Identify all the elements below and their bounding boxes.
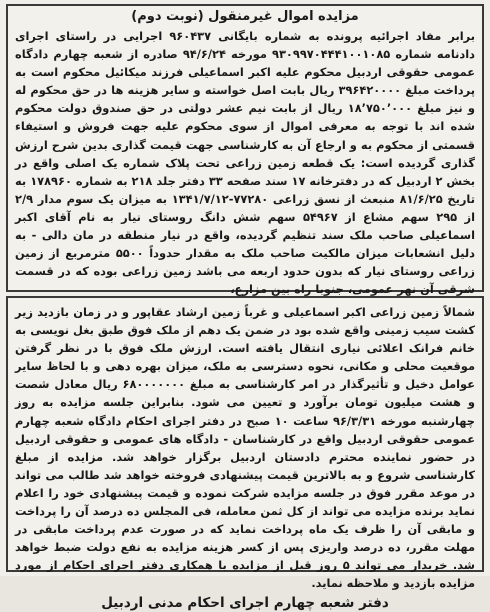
notice-body-part-2: شمالاً زمین زراعی اکبر اسماعیلی و غرباً زمین ارشاد عقاپور و در زمان بازدید زیر کشت سیب زمینی واقع شده بود در ضمن یک دهم از ملک فوق طبق بغل نویسی به خانم فرانک اعلائی نیاری انتقال یافته است. ارزش ملک فوق با در نظر گرفتن موقعیت محلی و مکانی، نحوه دسترسی به ملک، میزان بهره دهی و با لحاظ سایر عوامل دخیل و تأثیرگذار در امر کارشناسی به مبلغ ۶۸۰۰۰۰۰۰۰ ریال معادل شصت و هشت میلیون تومان برآورد و تعیین می شود. بنابراین جلسه مزایده به روز چهارشنبه مورخه ۹۶/۳/۳۱ ساعت ۱۰ صبح در دفتر اجرای احکام دادگاه شعبه چهارم عمومی حقوقی اردبیل واقع در کارشناسان - دادگاه های عمومی و حقوقی اردبیل در حضور نماینده محترم دادستان اردبیل برگزار خواهد شد. مزایده از مبلغ کارشناسی شروع و به بالاترین قیمت پیشنهادی فروخته خواهد شد طالب می تواند در موعد مقرر فوق در جلسه مزایده شرکت نموده و قیمت پیشنهادی خود را اعلام نماید برنده مزایده می تواند از کل ثمن معامله، فی المجلس ده درصد آن را پرداخت و مابقی آن را ظرف یک ماه پرداخت نماید که در صورت عدم پرداخت مابقی در مهلت مقرر، ده درصد واریزی پس از کسر هزینه مزایده به نفع دولت ضبط خواهد شد. خریدار می تواند ۵ روز قبل از مزایده با همکاری دفتر اجرای احکام از مورد مزایده بازدید و ملاحظه نماید. (15, 305, 476, 591)
auction-notice-part-2 (6, 296, 484, 611)
auction-notice-part-1 (6, 4, 484, 297)
notice-body-part-1: برابر مفاد اجرائیه پرونده به شماره بایگانی ۹۶۰۴۳۷ اجرایی در راستای اجرای دادنامه شماره ۹۳۰۹۹۷۰۴۴۴۱۰۰۱۰۸۵ مورخه ۹۴/۶/۲۴ صادره از شعبه چهارم دادگاه عمومی حقوقی اردبیل محکوم علیه اکبر اسماعیلی فرزند میکائیل محکوم است به پرداخت مبلغ ۳۹۶۴۲۰۰۰۰ ریال بابت اصل خواسته و سایر هزینه ها در حق محکوم له و نیز مبلغ ۱۸٬۷۵۰٬۰۰۰ ریال از بابت نیم عشر دولتی در حق صندوق دولت محکوم شده اند با توجه به معرفی اموال از سوی محکوم علیه جهت فروش و استیفاء قسمتی از محکوم به و ارجاع آن به کارشناسی جهت قیمت گذاری بدین شرح ارزش گذاری گردیده است: یک قطعه زمین زراعی تحت پلاک شماره یک اصلی واقع در بخش ۲ اردبیل که در دفترخانه ۱۷ سند صفحه ۳۳ دفتر جلد ۲۱۸ به شماره ۱۷۸۹۶۰ به تاریخ ۸۱/۶/۲۵ منبعث از نسق زراعی ۷۷۲۸۰-۱۳۴۱/۷/۱۲ به میزان یک سوم مدار ۲/۹ از ۲۹۵ سهم مشاع از ۵۴۹۶۷ سهم شش دانگ روستای نیار به نام آقای اکبر اسماعیلی صاحب ملک سند تنظیم گردیده، واقع در نیار منطقه در مان دالی - به دلیل انشعابات میزان مالکیت صاحب ملک به مقدار حدوداً ۵۵۰۰ مترمربع از زمین زراعی روستای نیار که بدون حدود اربعه می باشد زمین زراعی بوده که در قسمت شرقی آن نهر عمومی، جنوبا راه بین مزارع، (15, 29, 476, 297)
notice-title: مزایده اموال غیرمنقول (نوبت دوم) (131, 9, 359, 24)
notice-signature: دفتر شعبه چهارم اجرای احکام مدنی اردبیل (101, 594, 389, 611)
